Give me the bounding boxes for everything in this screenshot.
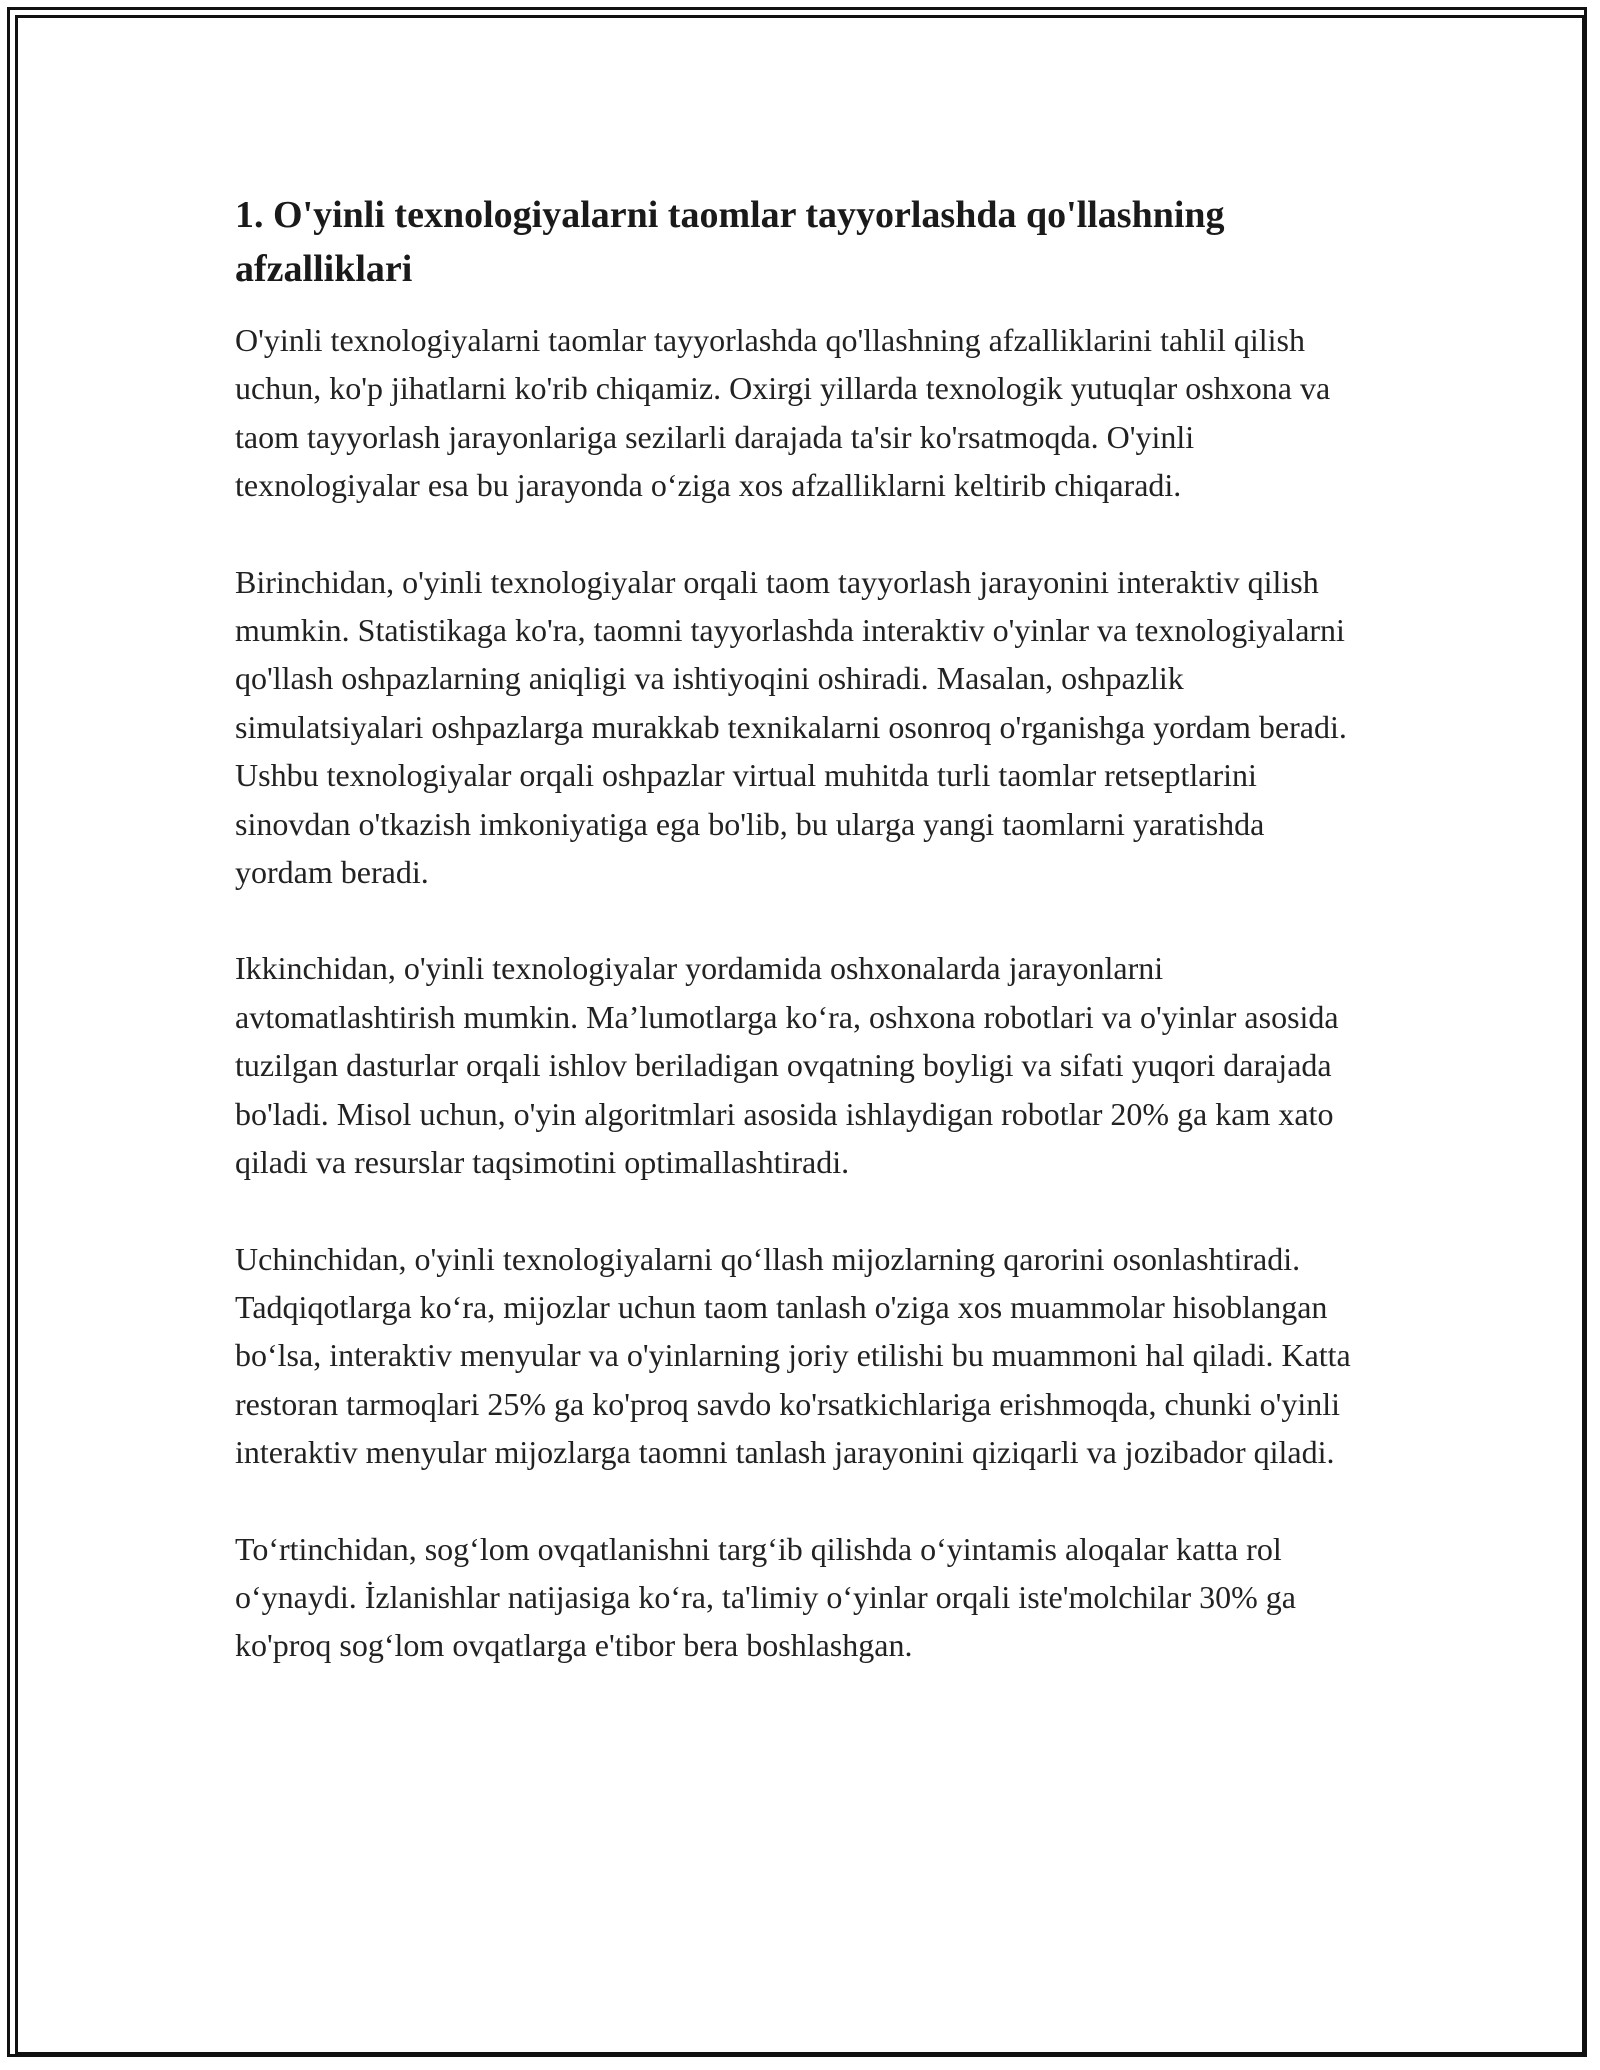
section-heading: 1. O'yinli texnologiyalarni taomlar tayyorlashda qo'llashning afzalliklari xyxy=(235,194,1225,290)
paragraph-second-point: Ikkinchidan, o'yinli texnologiyalar yordamida oshxonalarda jarayonlarni avtomatlashtirish mumkin. Ma’lumotlarga ko‘ra, oshxona robotlari va o'yinlar asosida tuzilgan dasturlar orqali ishlov beriladigan ovqatning boyligi va sifati yuqori darajada bo'ladi. Misol uchun, o'yin algoritmlari asosida ishlaydigan robotlar 20% ga kam xato qiladi va resurslar taqsimotini optimallashtiradi. xyxy=(235,950,1339,1181)
paragraph-first-point: Birinchidan, o'yinli texnologiyalar orqali taom tayyorlash jarayonini interaktiv qilish mumkin. Statistikaga ko'ra, taomni tayyorlashda interaktiv o'yinlar va texnologiyalarni qo'llash oshpazlarning aniqligi va ishtiyoqini oshiradi. Masalan, oshpazlik simulatsiyalari oshpazlarga murakkab texnikalarni osonroq o'rganishga yordam beradi. Ushbu texnologiyalar orqali oshpazlar virtual muhitda turli taomlar retseptlarini sinovdan o'tkazish imkoniyatiga ega bo'lib, bu ularga yangi taomlarni yaratishda yordam beradi. xyxy=(235,563,1347,891)
paragraph-intro: O'yinli texnologiyalarni taomlar tayyorlashda qo'llashning afzalliklarini tahlil qilish uchun, ko'p jihatlarni ko'rib chiqamiz. Oxirgi yillarda texnologik yutuqlar oshxona va taom tayyorlash jarayonlariga sezilarli darajada ta'sir ko'rsatmoqda. O'yinli texnologiyalar esa bu jarayonda o‘ziga xos afzalliklarni keltirib chiqaradi. xyxy=(235,322,1331,504)
paragraph-third-point: Uchinchidan, o'yinli texnologiyalarni qo‘llash mijozlarning qarorini osonlashtiradi. Tadqiqotlarga ko‘ra, mijozlar uchun taom tanlash o'ziga xos muammolar hisoblangan bo‘lsa, interaktiv menyular va o'yinlarning joriy etilishi bu muammoni hal qiladi. Katta restoran tarmoqlari 25% ga ko'proq savdo ko'rsatkichlariga erishmoqda, chunki o'yinli interaktiv menyular mijozlarga taomni tanlash jarayonini qiziqarli va jozibador qiladi. xyxy=(235,1240,1351,1471)
document-body xyxy=(235,188,1370,1670)
paragraph-fourth-point: To‘rtinchidan, sog‘lom ovqatlanishni targ‘ib qilishda o‘yintamis aloqalar katta rol o‘ynaydi. İzlanishlar natijasiga ko‘ra, ta'limiy o‘yinlar orqali iste'molchilar 30% ga ko'proq sog‘lom ovqatlarga e'tibor bera boshlashgan. xyxy=(235,1530,1296,1664)
